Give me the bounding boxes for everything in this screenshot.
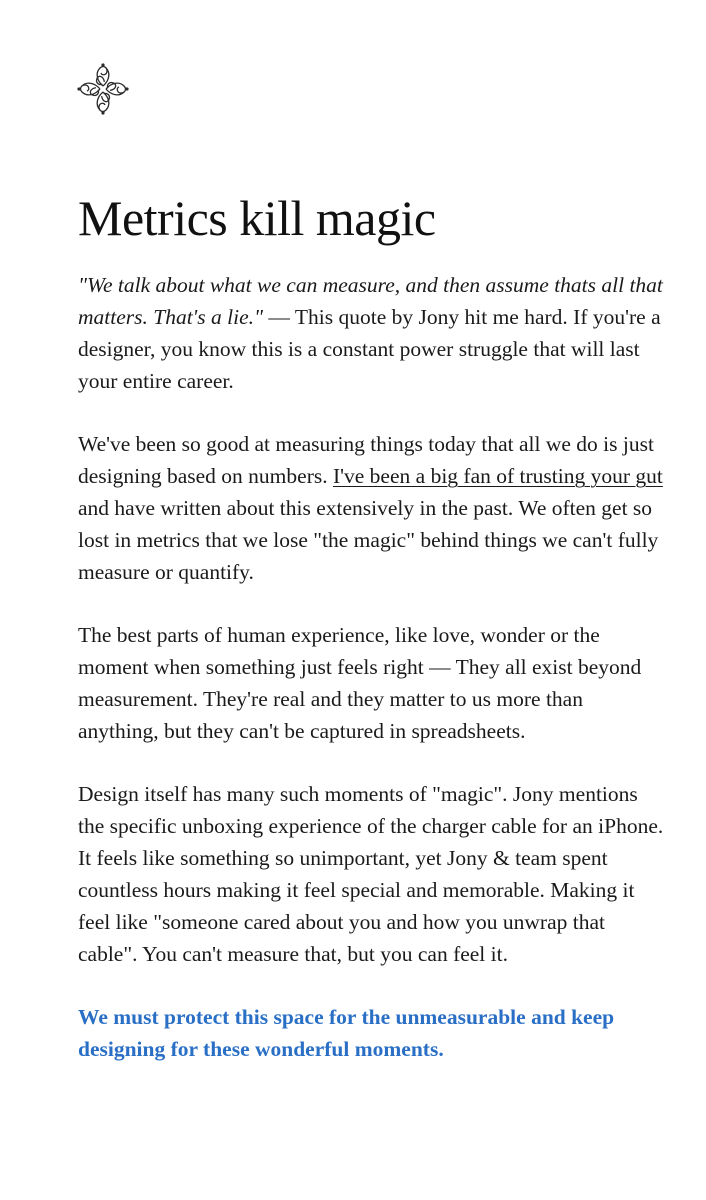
paragraph-quote <box>78 269 668 397</box>
paragraph-human-experience: The best parts of human experience, like love, wonder or the moment when something just feels right — They all exist beyond measurement. They're real and they matter to us more than anything, but they can't be captured in spreadsheets. <box>78 623 642 743</box>
jony-quote: "We talk about what we can measure, and then assume thats all that matters. That's a lie." <box>78 273 663 329</box>
measuring-text-after: and have written about this extensively in the past. We often get so lost in metrics that we lose "the magic" behind things we can't fully measure or quantify. <box>78 496 659 584</box>
ornament-knot-icon <box>76 62 130 116</box>
quote-commentary: — This quote by Jony hit me hard. If you're a designer, you know this is a constant power struggle that will last your entire career. <box>78 305 661 393</box>
measuring-text-before: We've been so good at measuring things today that all we do is just designing based on numbers. <box>78 432 654 488</box>
paragraph-design-magic: Design itself has many such moments of "magic". Jony mentions the specific unboxing experience of the charger cable for an iPhone. It feels like something so unimportant, yet Jony & team spent countless hours making it feel special and memorable. Making it feel like "someone cared about you and how you unwrap that cable". You can't measure that, but you can feel it. <box>78 782 664 966</box>
callout-statement: We must protect this space for the unmeasurable and keep designing for these wonderful moments. <box>78 1005 615 1061</box>
article <box>78 186 668 1096</box>
trust-your-gut-link[interactable]: I've been a big fan of trusting your gut <box>332 464 663 488</box>
paragraph-measuring <box>78 428 668 588</box>
article-title: Metrics kill magic <box>78 190 436 246</box>
